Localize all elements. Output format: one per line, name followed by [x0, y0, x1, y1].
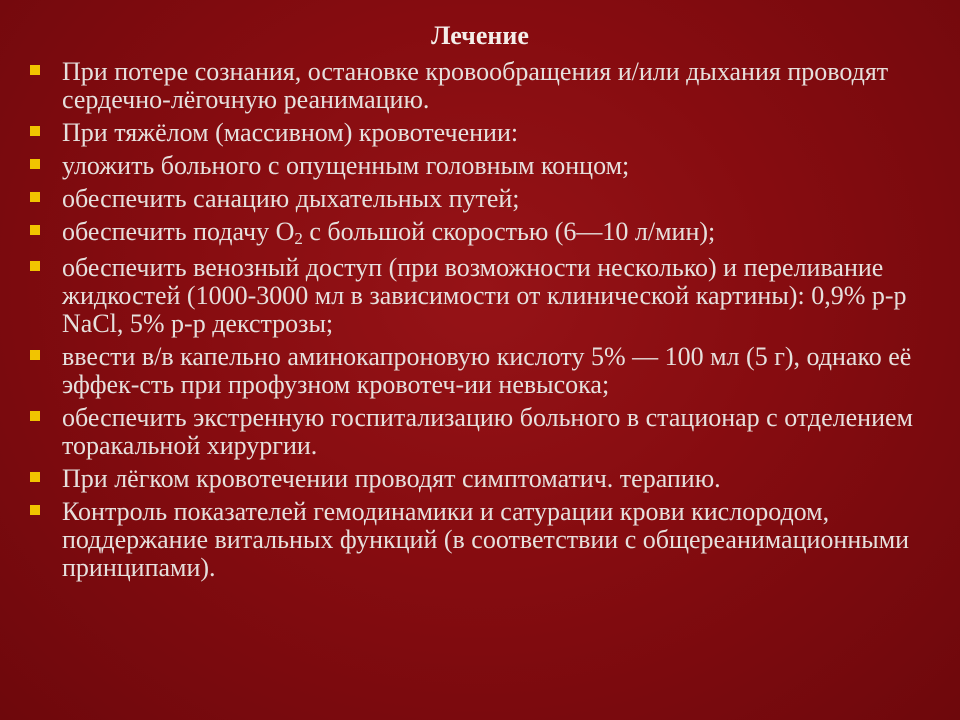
square-bullet-icon [30, 65, 40, 75]
list-item [28, 254, 933, 338]
list-item-text-end: с большой скоростью (6—10 л/мин); [302, 217, 716, 246]
list-item-text: Контроль показателей гемодинамики и сатурации крови кислородом, поддержание витальных функций (в соответствии с общереанимационными принципами). [62, 497, 910, 582]
list-item [28, 498, 933, 582]
list-item-text-start: обеспечить подачу O [62, 217, 295, 246]
list-item-text: ввести в/в капельно аминокапроновую кислоту 5% — 100 мл (5 г), однако её эффек-сть при профузном кровотеч-ии невысока; [62, 342, 912, 399]
square-bullet-icon [30, 192, 40, 202]
square-bullet-icon [30, 472, 40, 482]
square-bullet-icon [30, 350, 40, 360]
list-item-text [62, 217, 715, 246]
square-bullet-icon [30, 225, 40, 235]
list-item-text: обеспечить венозный доступ (при возможности несколько) и переливание жидкостей (1000-3000 мл в зависимости от клинической картины): 0,9% р-р NaCl, 5% р-р декстрозы; [62, 253, 907, 338]
list-item-text: При тяжёлом (массивном) кровотечении: [62, 118, 519, 147]
list-item [28, 218, 933, 249]
oxygen-subscript: 2 [294, 229, 303, 248]
list-item [28, 185, 933, 213]
square-bullet-icon [30, 505, 40, 515]
list-item [28, 58, 933, 114]
square-bullet-icon [30, 159, 40, 169]
square-bullet-icon [30, 126, 40, 136]
list-item-text: При лёгком кровотечении проводят симптоматич. терапию. [62, 464, 721, 493]
list-item-text: обеспечить санацию дыхательных путей; [62, 184, 520, 213]
list-item-text: При потере сознания, остановке кровообращения и/или дыхания проводят сердечно-лёгочную реанимацию. [62, 57, 889, 114]
bullet-list [28, 58, 933, 587]
list-item-text: уложить больного с опущенным головным концом; [62, 151, 630, 180]
list-item [28, 465, 933, 493]
square-bullet-icon [30, 261, 40, 271]
list-item [28, 343, 933, 399]
list-item [28, 404, 933, 460]
list-item [28, 119, 933, 147]
list-item-text: обеспечить экстренную госпитализацию больного в стационар с отделением торакальной хирургии. [62, 403, 914, 460]
slide-title: Лечение [431, 21, 529, 50]
list-item [28, 152, 933, 180]
square-bullet-icon [30, 411, 40, 421]
